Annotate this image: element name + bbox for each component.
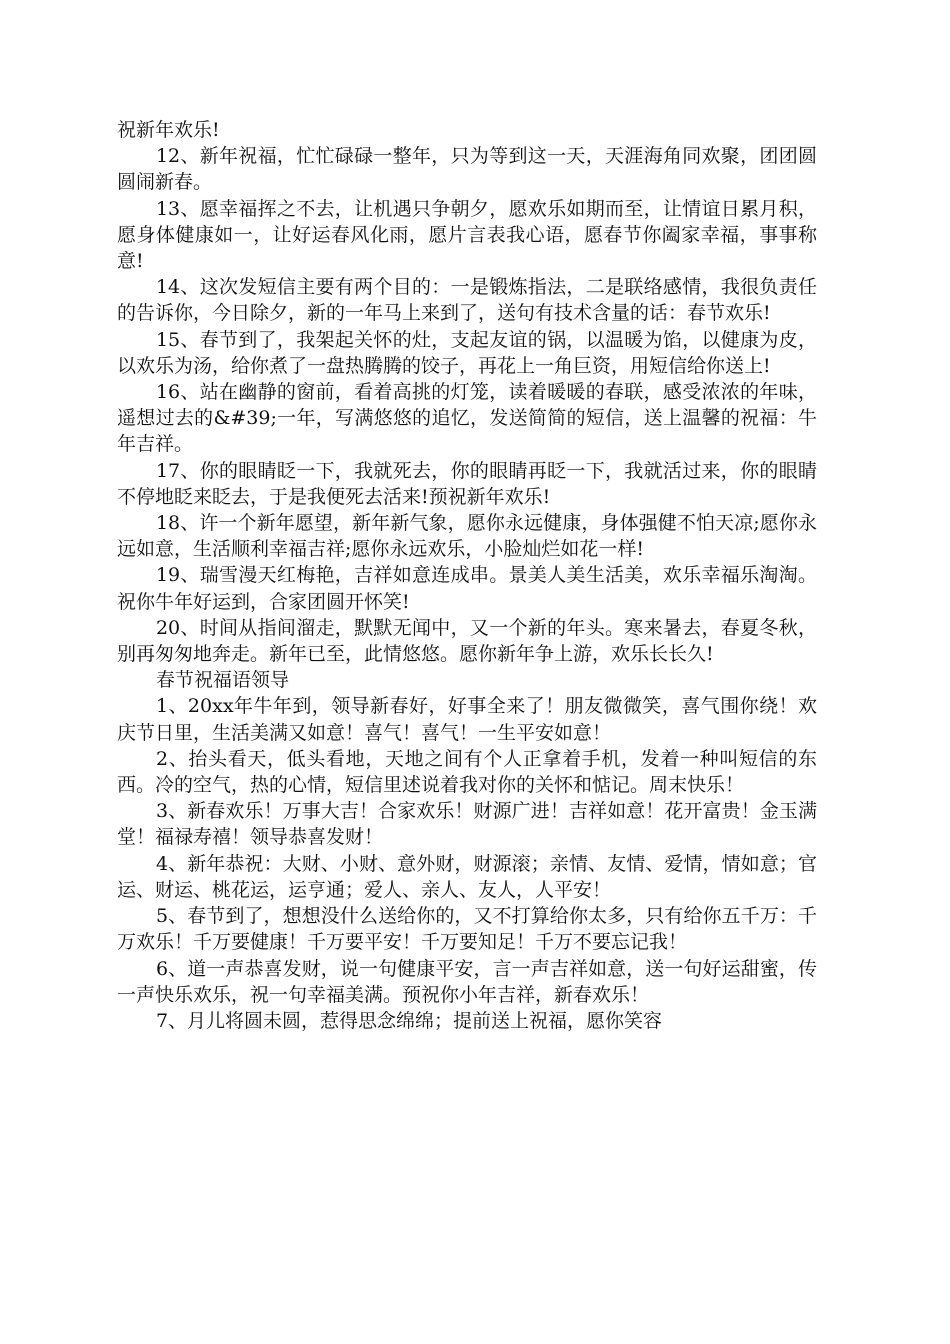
paragraph-wish-12: 12、新年祝福，忙忙碌碌一整年，只为等到这一天，天涯海角同欢聚，团团圆圆闹新春。 (117, 145, 817, 194)
paragraph-wish-17: 17、你的眼睛眨一下，我就死去，你的眼睛再眨一下，我就活过来，你的眼睛不停地眨来眨去，于是我便死去活来!预祝新年欢乐! (117, 459, 817, 508)
paragraph-leader-wish-6: 6、道一声恭喜发财，说一句健康平安，言一声吉祥如意，送一句好运甜蜜，传一声快乐欢乐，祝一句幸福美满。预祝你小年吉祥，新春欢乐！ (117, 957, 817, 1006)
paragraph-continuation: 祝新年欢乐! (117, 119, 220, 141)
paragraph-wish-18: 18、许一个新年愿望，新年新气象，愿你永远健康，身体强健不怕天凉;愿你永远如意，生活顺利幸福吉祥;愿你永远欢乐，小脸灿烂如花一样! (117, 512, 817, 561)
paragraph-wish-13: 13、愿幸福挥之不去，让机遇只争朝夕，愿欢乐如期而至，让情谊日累月积，愿身体健康如一，让好运春风化雨，愿片言表我心语，愿春节你阖家幸福，事事称意! (117, 197, 817, 273)
paragraph-wish-14: 14、这次发短信主要有两个目的：一是锻炼指法，二是联络感情，我很负责任的告诉你，今日除夕，新的一年马上来到了，送句有技术含量的话：春节欢乐! (117, 276, 817, 325)
paragraph-leader-wish-3: 3、新春欢乐！万事大吉！合家欢乐！财源广进！吉祥如意！花开富贵！金玉满堂！福禄寿禧！领导恭喜发财！ (117, 800, 817, 849)
paragraph-leader-wish-2: 2、抬头看天，低头看地，天地之间有个人正拿着手机，发着一种叫短信的东西。冷的空气，热的心情，短信里述说着我对你的关怀和惦记。周末快乐！ (117, 747, 817, 797)
paragraph-wish-19: 19、瑞雪漫天红梅艳，吉祥如意连成串。景美人美生活美，欢乐幸福乐淘淘。祝你牛年好运到，合家团圆开怀笑! (117, 564, 817, 613)
paragraph-wish-16: 16、站在幽静的窗前，看着高挑的灯笼，读着暖暖的春联，感受浓浓的年味，遥想过去的&#39;一年，写满悠悠的追忆，发送简简的短信，送上温馨的祝福：牛年吉祥。 (117, 381, 817, 456)
paragraph-leader-wish-1: 1、20xx年牛年到，领导新春好，好事全来了！朋友微微笑，喜气围你绕！欢庆节日里，生活美满又如意！喜气！喜气！一生平安如意！ (117, 695, 817, 744)
section-heading: 春节祝福语领导 (155, 669, 289, 692)
document-page (117, 117, 817, 1034)
paragraph-leader-wish-7: 7、月儿将圆未圆，惹得思念绵绵；提前送上祝福，愿你笑容 (155, 1009, 663, 1032)
paragraph-leader-wish-4: 4、新年恭祝：大财、小财、意外财，财源滚；亲情、友情、爱情，情如意；官运、财运、桃花运，运亨通；爱人、亲人、友人，人平安！ (117, 852, 817, 901)
paragraph-leader-wish-5: 5、春节到了，想想没什么送给你的，又不打算给你太多，只有给你五千万：千万欢乐！千万要健康！千万要平安！千万要知足！千万不要忘记我！ (117, 905, 817, 954)
paragraph-wish-15: 15、春节到了，我架起关怀的灶，支起友谊的锅，以温暖为馅，以健康为皮，以欢乐为汤，给你煮了一盘热腾腾的饺子，再花上一角巨资，用短信给你送上! (117, 328, 817, 377)
paragraph-wish-20: 20、时间从指间溜走，默默无闻中，又一个新的年头。寒来暑去，春夏冬秋，别再匆匆地奔走。新年已至，此情悠悠。愿你新年争上游，欢乐长长久! (117, 616, 817, 666)
